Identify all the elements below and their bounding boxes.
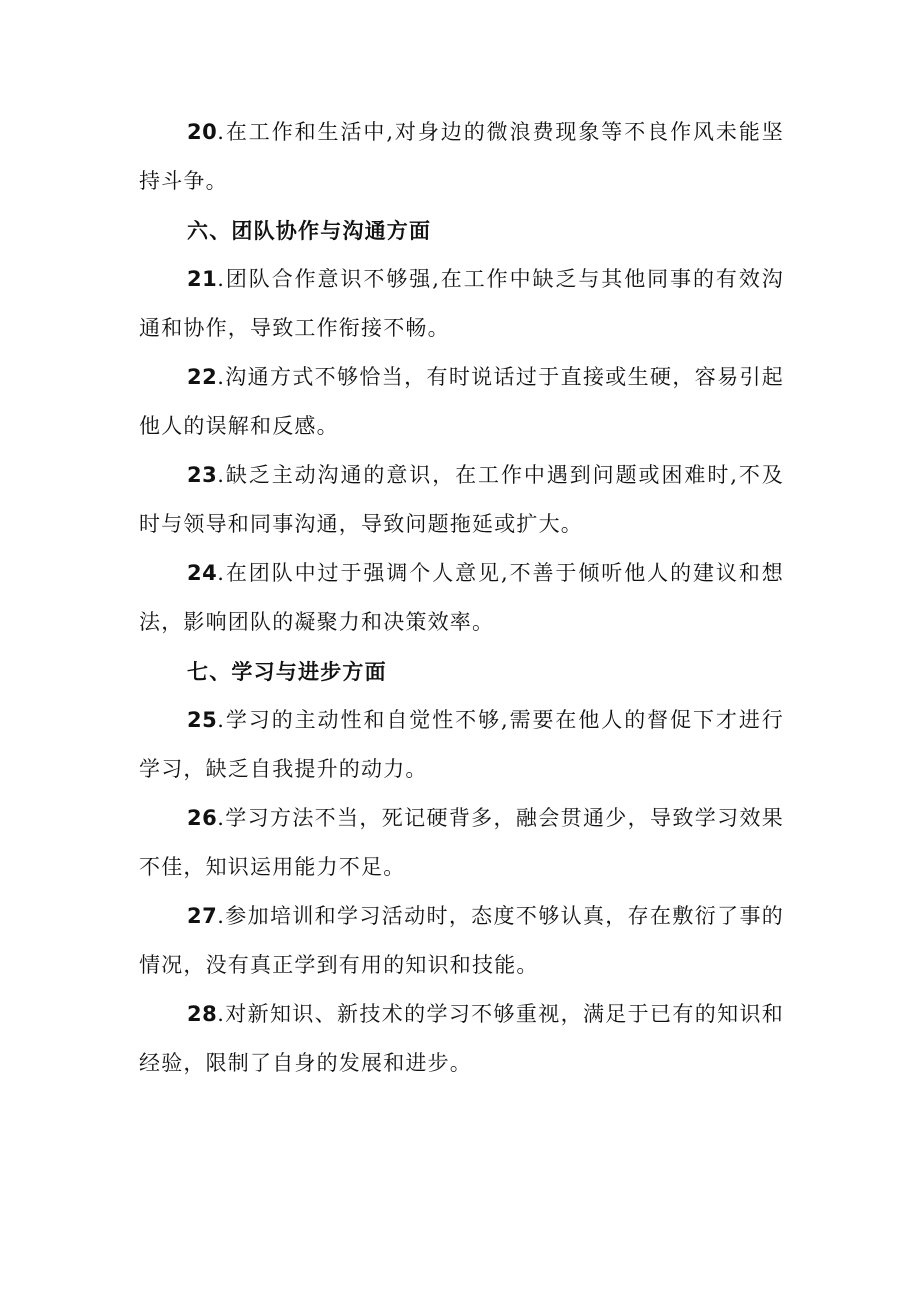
item-number: 28 <box>187 1002 218 1026</box>
item-text: .学习的主动性和自觉性不够,需要在他人的督促下才进行学习，缺乏自我提升的动力。 <box>139 708 784 781</box>
item-text: .团队合作意识不够强,在工作中缺乏与其他同事的有效沟通和协作，导致工作衔接不畅。 <box>139 267 784 340</box>
list-item-27 <box>139 892 784 990</box>
item-text: .对新知识、新技术的学习不够重视，满足于已有的知识和经验，限制了自身的发展和进步。 <box>139 1002 784 1075</box>
section-heading-6: 六、团队协作与沟通方面 <box>187 218 432 243</box>
item-number: 26 <box>187 806 218 830</box>
item-text: .参加培训和学习活动时，态度不够认真，存在敷衍了事的情况，没有真正学到有用的知识和技能。 <box>139 904 784 977</box>
item-number: 22 <box>187 365 218 389</box>
document-body <box>139 108 784 1088</box>
item-text: .在工作和生活中,对身边的微浪费现象等不良作风未能坚持斗争。 <box>139 120 784 193</box>
item-text: .在团队中过于强调个人意见,不善于倾听他人的建议和想法，影响团队的凝聚力和决策效率。 <box>139 561 784 634</box>
item-text: .学习方法不当，死记硬背多，融会贯通少，导致学习效果不佳，知识运用能力不足。 <box>139 806 784 879</box>
list-item-24 <box>139 549 784 647</box>
item-number: 23 <box>187 463 218 487</box>
list-item-23 <box>139 451 784 549</box>
list-item-26 <box>139 794 784 892</box>
list-item-20 <box>139 108 784 206</box>
item-number: 27 <box>187 904 218 928</box>
item-number: 25 <box>187 708 218 732</box>
item-text: .沟通方式不够恰当，有时说话过于直接或生硬，容易引起他人的误解和反感。 <box>139 365 784 438</box>
list-item-25 <box>139 696 784 794</box>
item-number: 21 <box>187 267 218 291</box>
item-number: 24 <box>187 561 218 585</box>
list-item-28 <box>139 990 784 1088</box>
item-number: 20 <box>187 120 218 144</box>
item-text: .缺乏主动沟通的意识，在工作中遇到问题或困难时,不及时与领导和同事沟通，导致问题拖延或扩大。 <box>139 463 784 536</box>
list-item-22 <box>139 353 784 451</box>
section-heading-7: 七、学习与进步方面 <box>187 659 387 684</box>
list-item-21 <box>139 255 784 353</box>
